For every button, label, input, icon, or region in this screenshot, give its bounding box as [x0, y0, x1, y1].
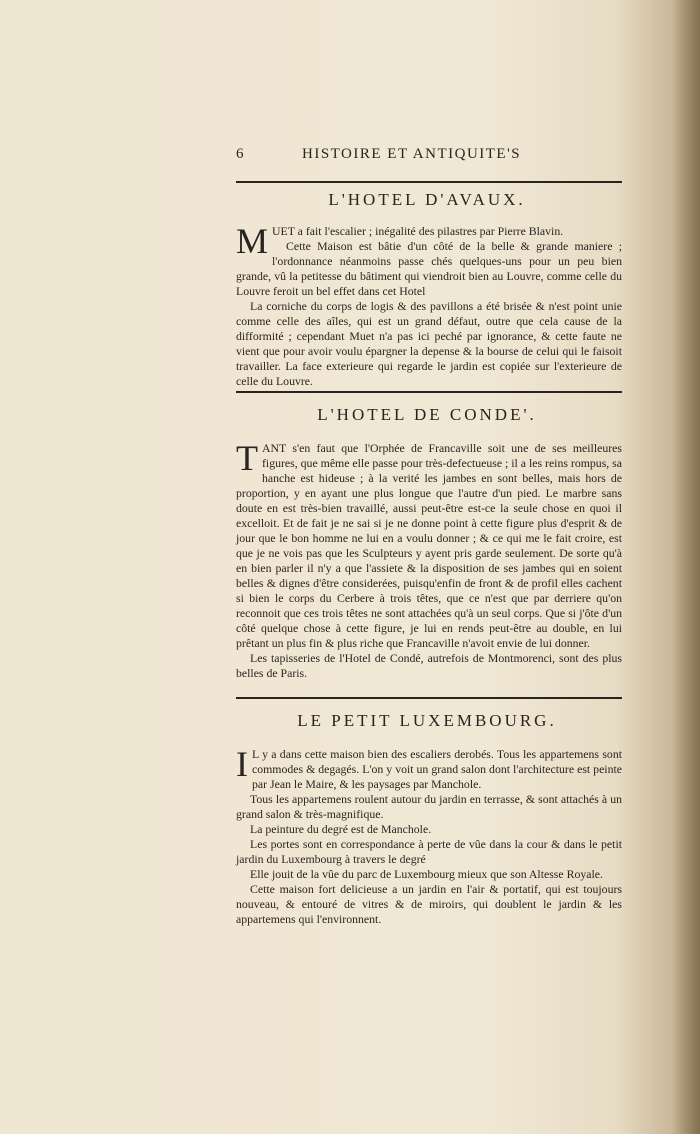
section-title-hotel-davaux: L'HOTEL D'AVAUX.	[328, 190, 526, 209]
paragraph: Tous les appartemens roulent autour du jardin en terrasse, & sont attachés à un grand salon & très-magnifique.	[236, 792, 622, 821]
first-line: L y a dans cette maison bien des escaliers derobés. Tous les appartemens sont commodes & degagés. L'on y voit un grand salon dont l'architecture est peinte par Jean le Maire, & les paysages par Manchole.	[252, 747, 622, 791]
paragraph: Elle jouit de la vûe du parc de Luxembourg mieux que son Altesse Royale.	[250, 867, 603, 881]
page-header	[232, 146, 622, 166]
book-page	[232, 0, 622, 1134]
paragraph: Les tapisseries de l'Hotel de Condé, autrefois de Montmorenci, sont des plus belles de Paris.	[236, 651, 622, 680]
paragraph: Cette maison fort delicieuse a un jardin en l'air & portatif, qui est toujours nouveau, & entouré de vitres & de miroirs, qui doublent le jardin & les appartemens qui l'environnent.	[236, 882, 622, 926]
running-title: HISTOIRE ET ANTIQUITE'S	[302, 146, 522, 162]
paragraph: La corniche du corps de logis & des pavillons a été brisée & n'est point unie comme celle des aîles, qui est un grand défaut, outre que cela cause de la difformité ; cependant Muet n'a pas ici peché par ignorance, & cette faute ne vient que pour avoir voulu épargner la depense & la bourse de celui qui le faisoit travailler. La face exterieure qui regarde le jardin est copiée sur l'exterieure de celle du Louvre.	[236, 299, 622, 388]
header-rule	[236, 181, 622, 183]
drop-cap: T	[236, 438, 258, 478]
section-body-petit-luxembourg	[236, 744, 622, 927]
page-number: 6	[236, 146, 244, 162]
section-rule	[236, 697, 622, 699]
paragraph: La peinture du degré est de Manchole.	[250, 822, 432, 836]
first-line: ANT s'en faut que l'Orphée de Francaville soit une de ses meilleures figures, que même elle passe pour très-defectueuse ; il a les reins rompus, sa hanche est hideuse ; à la verité les jambes en sont belles, mais hors de proportion, y en ayant une plus longue que l'autre d'un pied. Le marbre sans doute en est très-bien travaillé, aussi peut-être est-ce la seule chose en quoi il excelloit. Et de fait je ne sai si je ne donne point à cette figure plus d'esprit & de jour que le bon homme ne lui en a voulu donner ; & ce qui me le fait croire, est que je ne vois pas que les Sculpteurs y ayent pris garde seulement. De sorte qu'à en bien parler il n'y a que l'assiete & la disposition de ses jambes qui en soient belles & dignes d'être considerées, puisqu'enfin de front & de profil elles cachent si bien le corps du Cerbere à trois têtes, que ce n'est que par derriere qu'on reconnoit que ces trois têtes ne sont attachées qu'à un seul corps. Que si j'ôte d'un côté quelque chose à cette figure, je lui en rends peut-être au double, en lui prêtant un plus fin & plus riche que Francaville n'avoit envie de lui donner.	[236, 441, 623, 650]
drop-cap: I	[236, 744, 248, 784]
paragraph: Les portes sont en correspondance à perte de vûe dans la cour & dans le petit jardin du Luxembourg à travers le degré	[236, 837, 622, 866]
section-title-petit-luxembourg: LE PETIT LUXEMBOURG.	[297, 711, 557, 730]
section-body-hotel-conde	[236, 438, 623, 681]
paragraph: Cette Maison est bâtie d'un côté de la belle & grande maniere ; l'ordonnance néanmoins passe chés quelques-uns pour un peu bien grande, vû la petitesse du bâtiment qui viendroit bien au Louvre, comme celle du Louvre feroit un bel effet dans cet Hotel	[236, 239, 622, 298]
section-title-hotel-conde: L'HOTEL DE CONDE'.	[317, 405, 537, 424]
drop-cap: M	[236, 221, 269, 261]
page-edge-shadow	[672, 0, 700, 1134]
first-line: UET a fait l'escalier ; inégalité des pilastres par Pierre Blavin.	[272, 224, 564, 238]
section-body-hotel-davaux	[236, 221, 622, 389]
section-rule	[236, 391, 622, 393]
